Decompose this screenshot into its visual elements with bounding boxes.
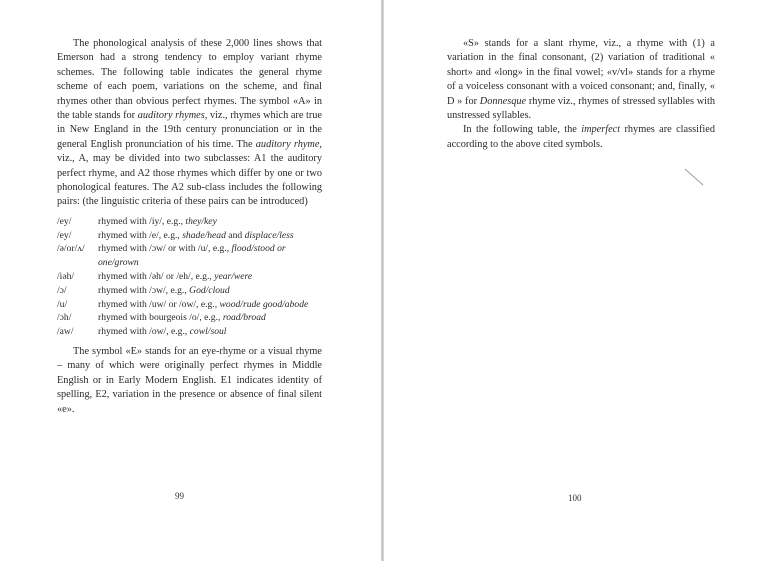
pair-row: /ey/ rhymed with /e/, e.g., shade/head and displace/less — [57, 229, 294, 241]
page-number-left: 99 — [175, 491, 184, 501]
italic-term: auditory rhyme, — [255, 138, 322, 150]
left-page — [0, 0, 381, 561]
pair-row: /ɔh/ rhymed with bourgeois /o/, e.g., road/broad — [57, 312, 266, 324]
pencil-mark-icon — [683, 167, 707, 187]
phonological-pairs-list — [57, 215, 322, 339]
right-paragraph-1: «S» stands for a slant rhyme, viz., a rhyme with (1) a variation in the final consonant, (2) variation of traditional « short» and «long» in the final vowel; «v/vl» stands for a rhyme of a voiceless consonant with a voiced consonant; and, finally, « D » for Donnesque rhyme viz., rhymes of stressed syllables with unstressed syllables. — [447, 38, 716, 122]
page-number-right: 100 — [568, 493, 582, 503]
left-paragraph-1: The phonological analysis of these 2,000 lines shows that Emerson had a strong tendency to employ variant rhyme schemes. The following table indicates the general rhyme scheme of each poem, variations on the scheme, and final rhymes other than obvious perfect rhymes. The symbol «A» in the table stands for auditory rhymes, viz., rhymes which are true in New England in the 19th century pronunciation or in the general English pronunciation of his time. The auditory rhyme, viz., A, may be divided into two subclasses: A1 the auditory perfect rhyme, and A2 those rhymes which differ by one or two phonological features. The A2 sub-class includes the following pairs: (the linguistic criteria of these pairs can be introduced) — [57, 38, 323, 208]
italic-term: auditory rhymes, — [137, 110, 208, 122]
pair-row: /iəh/ rhymed with /əh/ or /eh/, e.g., year/were — [57, 271, 253, 283]
italic-term: Donnesque — [479, 95, 527, 107]
right-page — [384, 0, 768, 561]
left-page-text — [57, 37, 322, 417]
right-page-text — [447, 37, 715, 152]
pair-row: /aw/ rhymed with /ow/, e.g., cowl/soul — [57, 326, 227, 338]
pair-row: /ɔ/ rhymed with /ɔw/, e.g., God/cloud — [57, 284, 230, 296]
italic-term: imperfect — [581, 124, 621, 136]
pair-row: /u/ rhymed with /uw/ or /ow/, e.g., wood/rude good/abode — [57, 298, 309, 310]
right-paragraph-2: In the following table, the imperfect rhymes are classified according to the above cited symbols. — [447, 124, 715, 150]
pair-row: /ə/or/ʌ/ rhymed with /ɔw/ or with /u/, e.g., flood/stood or one/grown — [57, 243, 286, 269]
pair-row: /ey/ rhymed with /iy/, e.g., they/key — [57, 215, 217, 227]
left-paragraph-2: The symbol «E» stands for an eye-rhyme or a visual rhyme – many of which were originally perfect rhymes in Middle English or in Early Modern English. E1 indicates identity of spelling, E2, variation in the presence or absence of final silent «e». — [57, 346, 322, 415]
